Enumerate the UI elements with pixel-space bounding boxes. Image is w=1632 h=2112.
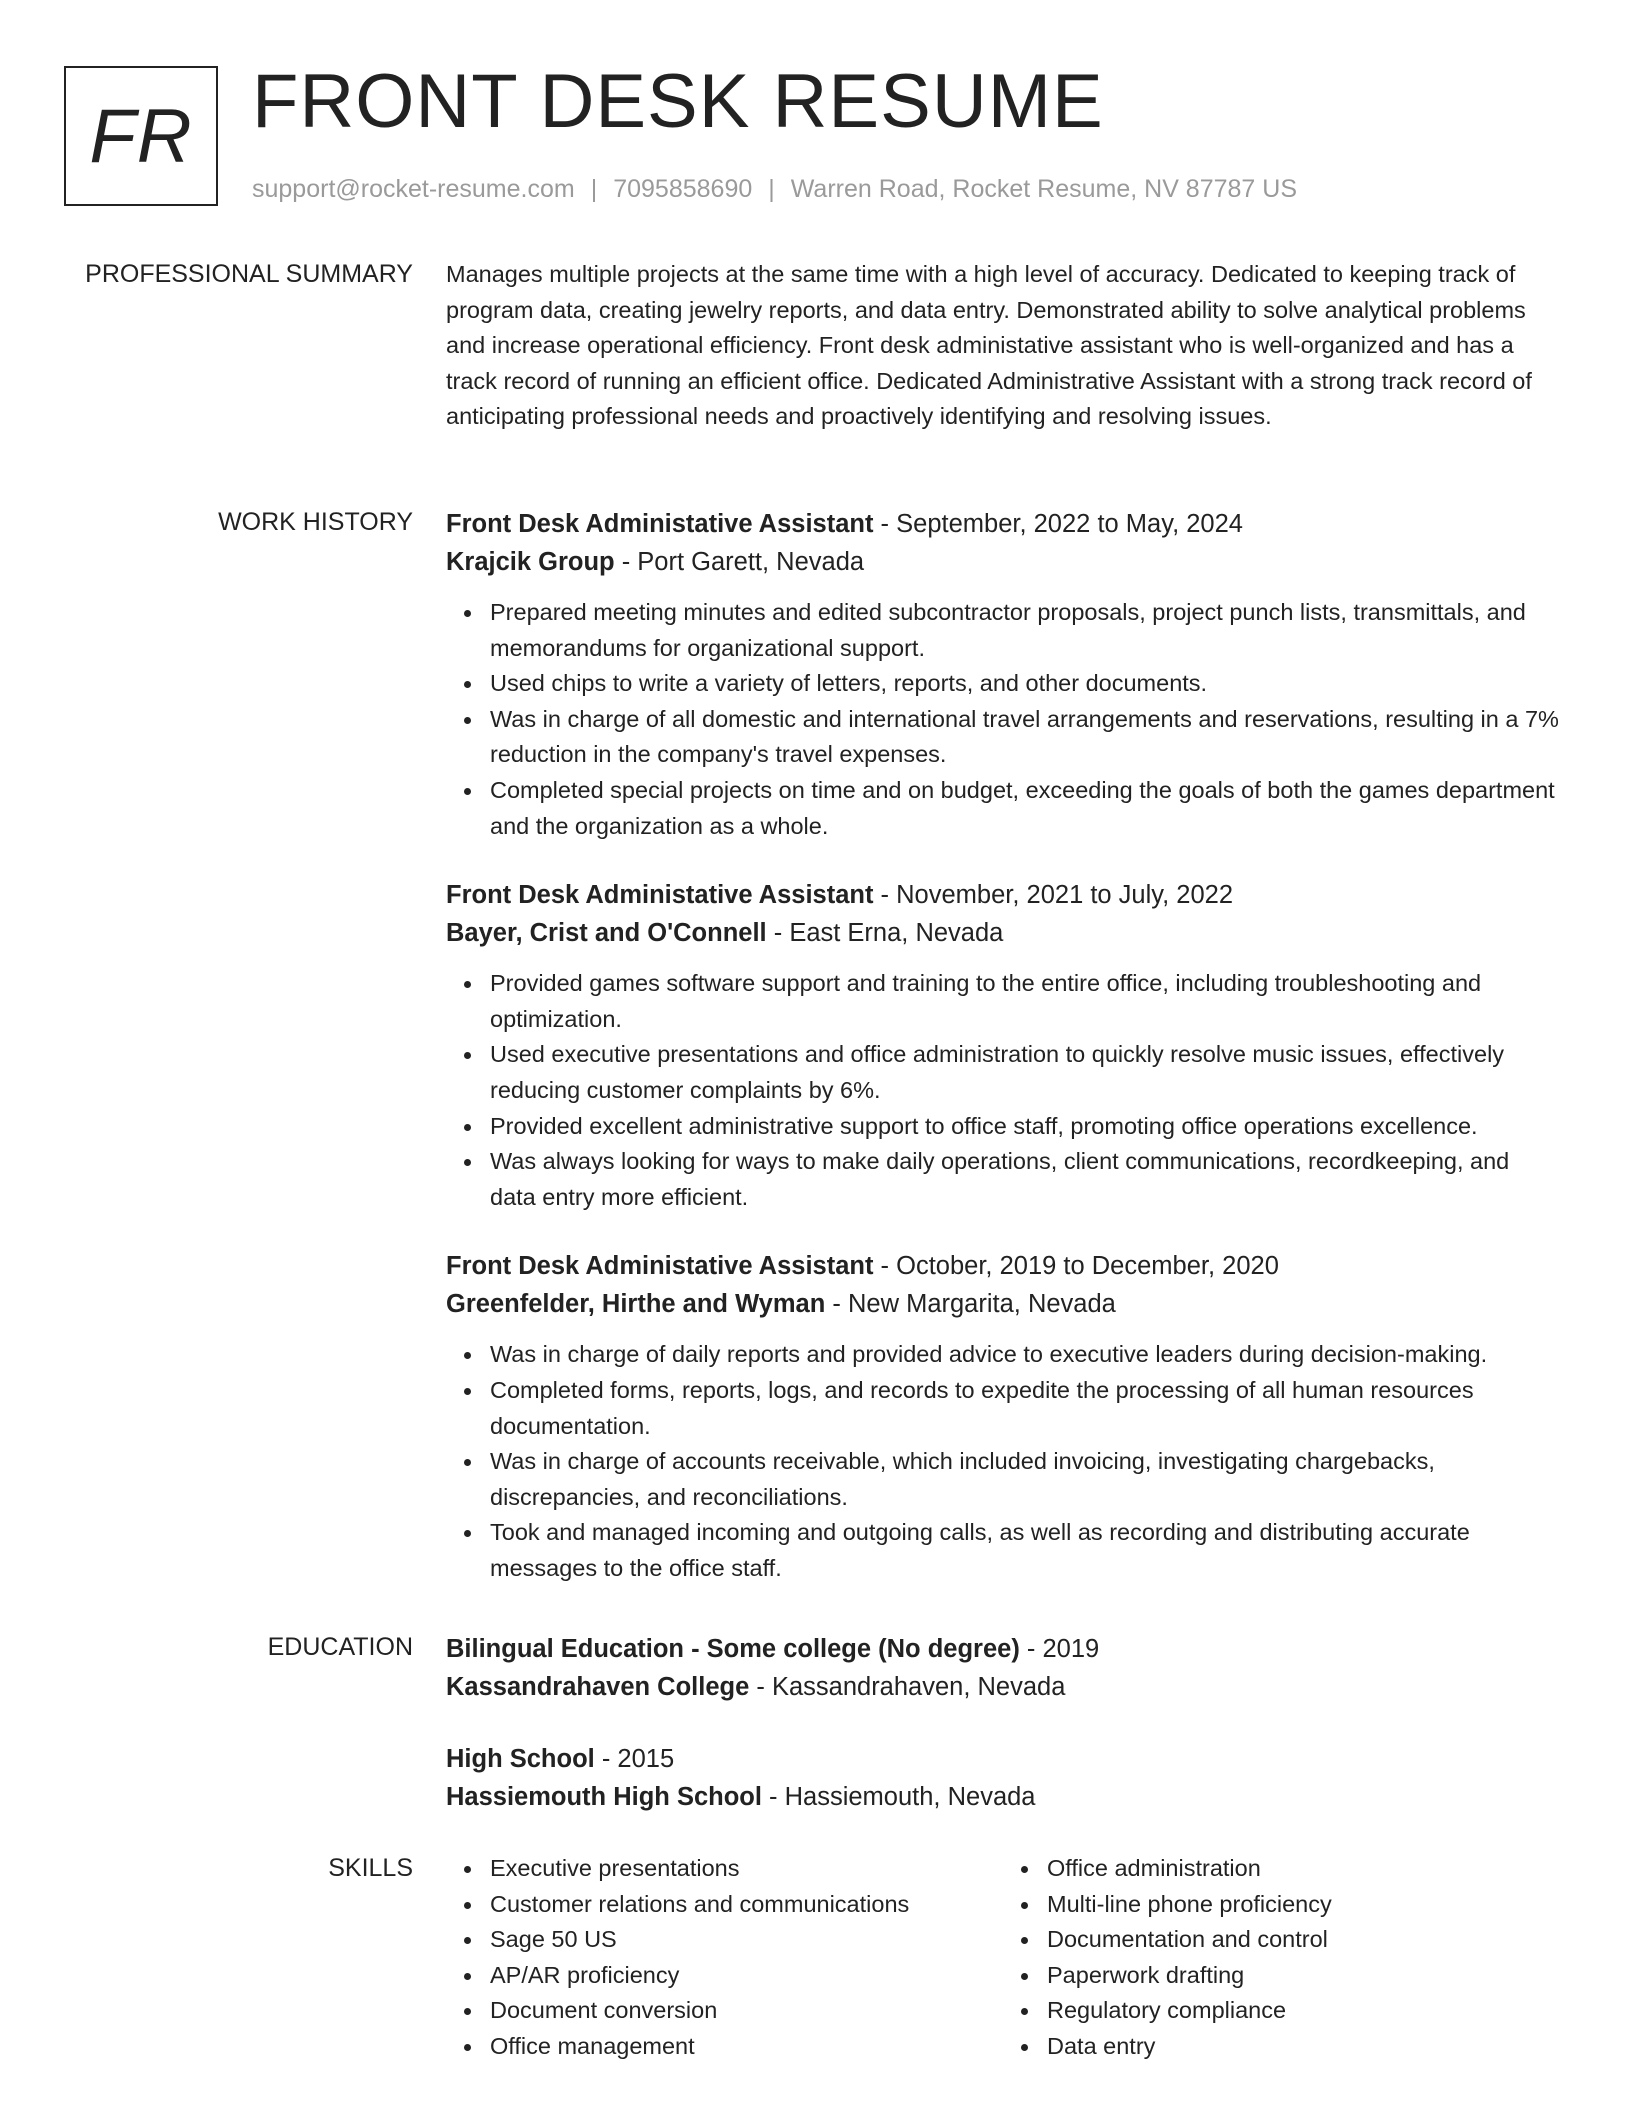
job-entry [446,505,1560,844]
job-title: Front Desk Administative Assistant [446,1252,874,1281]
skills-list-left [446,1851,1003,2065]
education-school-line [446,1668,1560,1706]
job-bullets [446,1337,1560,1586]
job-location: - Port Garett, Nevada [614,548,865,576]
job-location: - New Margarita, Nevada [825,1290,1116,1319]
job-title: Front Desk Administative Assistant [446,881,874,910]
skill-item: Documentation and control [1047,1922,1560,1958]
job-bullet: Used executive presentations and office administration to quickly resolve music issues, effectively reducing customer complaints by 6%. [490,1037,1560,1108]
job-company-line [446,914,1560,952]
job-company: Bayer, Crist and O'Connell [446,919,767,948]
job-bullet: Was in charge of accounts receivable, which included invoicing, investigating chargebacks, discrepancies, and reconciliations. [490,1444,1560,1515]
job-bullets [446,595,1560,844]
skill-item: Customer relations and communications [490,1887,1003,1923]
monogram-logo: FR [64,66,218,206]
job-title: Front Desk Administative Assistant [446,510,874,538]
summary-text: Manages multiple projects at the same time with a high level of accuracy. Dedicated to keeping track of program data, creating jewelry reports, and data entry. Demonstrated ability to solve analytical problems and increase operational efficiency. Front desk administative assistant who is well-organized and has a track record of running an efficient office. Dedicated Administrative Assistant with a strong track record of anticipating professional needs and proactively identifying and resolving issues. [446,261,1532,429]
education-school: Hassiemouth High School [446,1783,762,1811]
section-label-summary: PROFESSIONAL SUMMARY [85,260,413,288]
job-company-line [446,1285,1560,1323]
education-location: - Kassandrahaven, Nevada [749,1673,1066,1701]
job-company: Greenfelder, Hirthe and Wyman [446,1290,826,1319]
job-bullet: Took and managed incoming and outgoing calls, as well as recording and distributing accurate messages to the office staff. [490,1515,1560,1586]
skills-columns [446,1851,1560,2065]
job-bullets [446,966,1560,1215]
skill-item: Office administration [1047,1851,1560,1887]
skill-item: Sage 50 US [490,1922,1003,1958]
education-school-line [446,1778,1560,1816]
education-year: - 2015 [594,1745,675,1773]
skill-item: Data entry [1047,2029,1560,2065]
work-history-body [446,505,1560,1618]
job-bullet: Used chips to write a variety of letters, reports, and other documents. [490,666,1560,702]
job-bullet: Was always looking for ways to make daily operations, client communications, recordkeeping, and data entry more efficient. [490,1144,1560,1215]
education-degree-line [446,1630,1560,1668]
skill-item: Paperwork drafting [1047,1958,1560,1994]
job-bullet: Was in charge of all domestic and international travel arrangements and reservations, resulting in a 7% reduction in the company's travel expenses. [490,702,1560,773]
job-company: Krajcik Group [446,548,615,576]
education-entry [446,1740,1560,1816]
section-label-skills: SKILLS [328,1854,413,1882]
contact-separator: | [590,175,598,203]
skills-body [446,1851,1560,2065]
page-title: FRONT DESK RESUME [252,59,1104,144]
job-bullet: Was in charge of daily reports and provided advice to executive leaders during decision-making. [490,1337,1560,1373]
education-entry [446,1630,1560,1706]
education-school: Kassandrahaven College [446,1673,750,1701]
skill-item: Executive presentations [490,1851,1003,1887]
job-bullet: Provided excellent administrative support to office staff, promoting office operations excellence. [490,1109,1560,1145]
contact-phone: 7095858690 [613,175,753,203]
job-dates: - September, 2022 to May, 2024 [873,510,1243,538]
job-company-line [446,543,1560,581]
skill-item: Regulatory compliance [1047,1993,1560,2029]
skills-list-right [1003,1851,1560,2065]
job-entry [446,876,1560,1215]
job-bullet: Completed special projects on time and on budget, exceeding the goals of both the games department and the organization as a whole. [490,773,1560,844]
job-dates: - November, 2021 to July, 2022 [873,881,1234,910]
job-title-line [446,1247,1560,1285]
summary-body [446,257,1560,435]
job-entry [446,1247,1560,1586]
contact-separator: | [768,175,775,203]
education-degree: High School [446,1745,595,1773]
section-label-education: EDUCATION [267,1633,413,1661]
skill-item: Multi-line phone proficiency [1047,1887,1560,1923]
skill-item: AP/AR proficiency [490,1958,1003,1994]
job-title-line [446,876,1560,914]
contact-address: Warren Road, Rocket Resume, NV 87787 US [790,175,1298,203]
education-year: - 2019 [1019,1635,1100,1663]
job-location: - East Erna, Nevada [766,919,1004,948]
skill-item: Office management [490,2029,1003,2065]
education-degree: Bilingual Education - Some college (No degree) [446,1635,1020,1663]
job-bullet: Provided games software support and training to the entire office, including troubleshooting and optimization. [490,966,1560,1037]
education-degree-line [446,1740,1560,1778]
education-body [446,1630,1560,1850]
section-label-work-history: WORK HISTORY [218,508,413,536]
job-bullet: Completed forms, reports, logs, and records to expedite the processing of all human resources documentation. [490,1373,1560,1444]
contact-email: support@rocket-resume.com [252,175,575,203]
job-dates: - October, 2019 to December, 2020 [873,1252,1279,1281]
contact-line [252,174,1297,204]
skill-item: Document conversion [490,1993,1003,2029]
job-title-line [446,505,1560,543]
job-bullet: Prepared meeting minutes and edited subcontractor proposals, project punch lists, transmittals, and memorandums for organizational support. [490,595,1560,666]
education-location: - Hassiemouth, Nevada [761,1783,1036,1811]
